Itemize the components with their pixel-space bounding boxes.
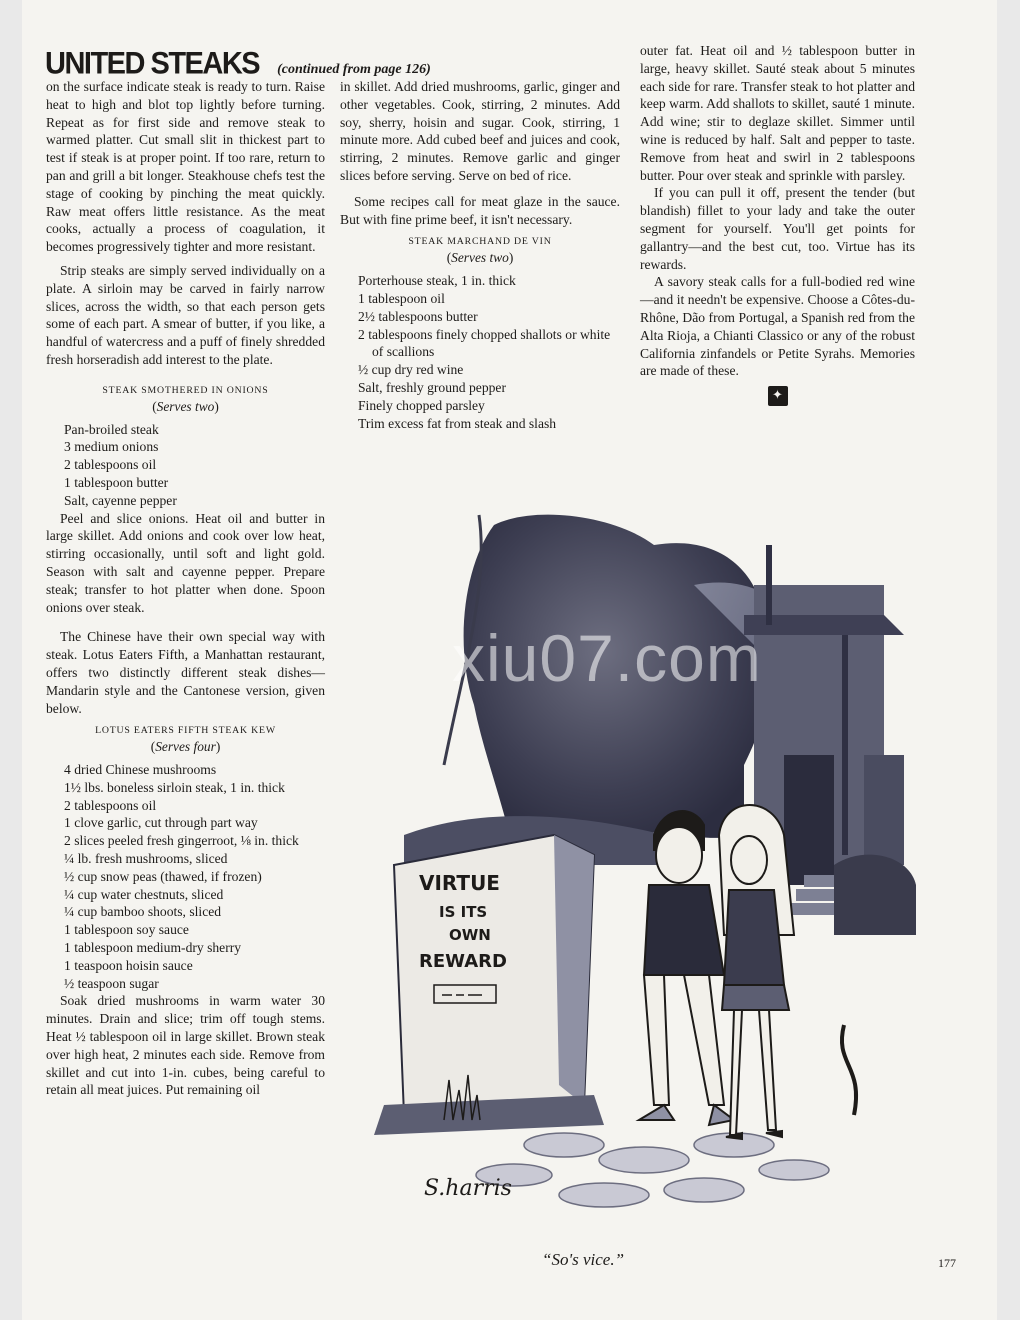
ingredient-item: 2½ tablespoons butter — [358, 308, 478, 324]
ingredient-item: Porterhouse steak, 1 in. thick — [358, 273, 516, 289]
column-2 — [340, 78, 620, 432]
ingredient-item: 1 teaspoon hoisin sauce — [64, 957, 193, 973]
paragraph: The Chinese have their own special way with steak. Lotus Eaters Fifth, a Manhattan restaurant, offers two distinctly different steak dishes—Mandarin style and the Cantonese version, given below. — [46, 629, 325, 716]
paragraph: in skillet. Add dried mushrooms, garlic, ginger and other vegetables. Cook, stirring, 2 minutes. Add soy, sherry, hoisin and sugar. Cook, stirring, 1 minute more. Add cubed beef and juices and cook, stirring, 2 minutes. Remove garlic and ginger slices before serving. Serve on bed of rice. — [340, 79, 620, 183]
end-mark — [640, 386, 915, 406]
ingredient-item: Salt, freshly ground pepper — [358, 379, 506, 395]
article-header — [45, 48, 431, 81]
ingredient-item: ¼ cup bamboo shoots, sliced — [64, 904, 222, 920]
sign-line: REWARD — [419, 951, 507, 972]
paving-stones — [476, 1133, 829, 1207]
ingredient-item: ¼ lb. fresh mushrooms, sliced — [64, 851, 228, 867]
ingredient-item: 1½ lbs. boneless sirloin steak, 1 in. thick — [64, 779, 285, 795]
ingredient-item: ½ cup snow peas (thawed, if frozen) — [64, 868, 262, 884]
recipe-title: LOTUS EATERS FIFTH STEAK KEW — [95, 725, 276, 737]
recipe-method: Trim excess fat from steak and slash — [358, 415, 557, 431]
sign-line: VIRTUE — [419, 871, 500, 895]
ingredient-list — [64, 421, 325, 510]
ingredient-item: ½ cup dry red wine — [358, 362, 464, 378]
recipe-serves: (Serves two) — [446, 250, 514, 266]
ingredient-item: 2 tablespoons oil — [64, 797, 157, 813]
paragraph: outer fat. Heat oil and ½ tablespoon butter in large, heavy skillet. Sauté steak about 5 minutes each side for rare. Transfer steak to hot platter and keep warm. Add shallots to skillet, sauté 1 minute. Add wine; stir to deglaze skillet. Simmer until wine is reduced by half. Salt and pepper to taste. Remove from heat and swirl in 2 tablespoons butter. Pour over steak and sprinkle with parsley. — [640, 43, 915, 183]
recipe-title: STEAK SMOTHERED IN ONIONS — [102, 384, 269, 396]
sign-line: IS ITS — [439, 903, 488, 921]
sign-line: OWN — [449, 926, 491, 944]
cartoon-illustration — [364, 505, 922, 1217]
ingredient-item: 2 tablespoons oil — [64, 457, 157, 473]
ingredient-list — [358, 272, 620, 414]
ingredient-item: 2 slices peeled fresh gingerroot, ⅛ in. thick — [64, 833, 299, 849]
paragraph: If you can pull it off, present the tender (but blandish) fillet to your lady and take the outer segment for yourself. You'll get points for gallantry—and the best cut, too. Virtue has its rewards. — [640, 185, 915, 272]
ingredient-item: 1 tablespoon medium-dry sherry — [64, 940, 242, 956]
column-3 — [640, 42, 915, 406]
ingredient-item: 3 medium onions — [64, 439, 159, 455]
ingredient-item: 1 clove garlic, cut through part way — [64, 815, 258, 831]
girl-figure — [719, 805, 794, 1139]
artist-signature: S.harris — [424, 1176, 512, 1201]
paragraph: A savory steak calls for a full-bodied red wine—and it needn't be expensive. Choose a Côtes-du-Rhône, Dão from Portugal, a Spanish red from the Alta Rioja, a Chianti Classico or any of the robust California zinfandels or Petite Syrahs. Memories are made of these. — [640, 274, 915, 379]
paragraph: Some recipes call for meat glaze in the sauce. But with fine prime beef, it isn't necessary. — [340, 193, 620, 227]
continued-note: (continued from page 126) — [277, 62, 431, 77]
rabbit-head-icon: ✦ — [768, 386, 788, 406]
recipe-serves: (Serves two) — [152, 398, 219, 414]
ingredient-item: 2 tablespoons finely chopped shallots or white of scallions — [358, 326, 611, 360]
magazine-page — [22, 0, 997, 1320]
ingredient-item: ¼ cup water chestnuts, sliced — [64, 886, 224, 902]
ingredient-item: 1 tablespoon soy sauce — [64, 922, 189, 938]
ingredient-item: Salt, cayenne pepper — [64, 492, 177, 508]
column-1 — [46, 78, 325, 1099]
ingredient-item: 1 tablespoon oil — [358, 290, 445, 306]
recipe-method: Peel and slice onions. Heat oil and butter in large skillet. Add onions and cook over low heat, stirring occasionally, until soft and light gold. Season with salt and cayenne pepper. Prepare steak; transfer to hot platter when done. Spoon onions over steak. — [46, 510, 325, 615]
ingredient-item: ½ teaspoon sugar — [64, 975, 159, 991]
paragraph: on the surface indicate steak is ready to turn. Raise heat to high and blot top lightly before turning. Repeat as for first side and remove steak to warmed platter. Cut small slit in thickest part to test if steak is at proper point. If too rare, return to pan and grill a bit longer. Steakhouse chefs test the stage of cooking by pinching the meat quickly. Raw meat offers little resistance. As the meat cooks, actually a process of coagulation, it becomes progressively tighter and more resistant. — [46, 79, 325, 255]
article-logo: UNITED STEAKS — [45, 46, 260, 82]
recipe-serves: (Serves four) — [150, 739, 221, 755]
watermark: xiu07.com — [452, 621, 762, 695]
page-number: 177 — [938, 1256, 956, 1270]
ingredient-item: Finely chopped parsley — [358, 397, 485, 413]
recipe-title: STEAK MARCHAND DE VIN — [408, 236, 552, 248]
ingredient-list — [64, 761, 325, 992]
recipe-method: Soak dried mushrooms in warm water 30 minutes. Drain and slice; trim off tough stems. Heat ½ tablespoon oil in large skillet. Brown steak over high heat, 2 minutes each side. Remove from skillet and cut into 1-in. cubes, being careful to retain all meat juices. Put remaining oil — [46, 993, 325, 1098]
paragraph: Strip steaks are simply served individually on a plate. A sirloin may be carved in fairly narrow slices, across the width, so that each person gets some of each part. A smear of butter, if you like, a handful of watercress and a puff of finely shredded fresh horseradish add interest to the plate. — [46, 262, 325, 367]
ingredient-item: 1 tablespoon butter — [64, 474, 169, 490]
ingredient-item: Pan-broiled steak — [64, 421, 159, 437]
ingredient-item: 4 dried Chinese mushrooms — [64, 762, 217, 778]
cartoon-caption: “So's vice.” — [542, 1250, 625, 1269]
